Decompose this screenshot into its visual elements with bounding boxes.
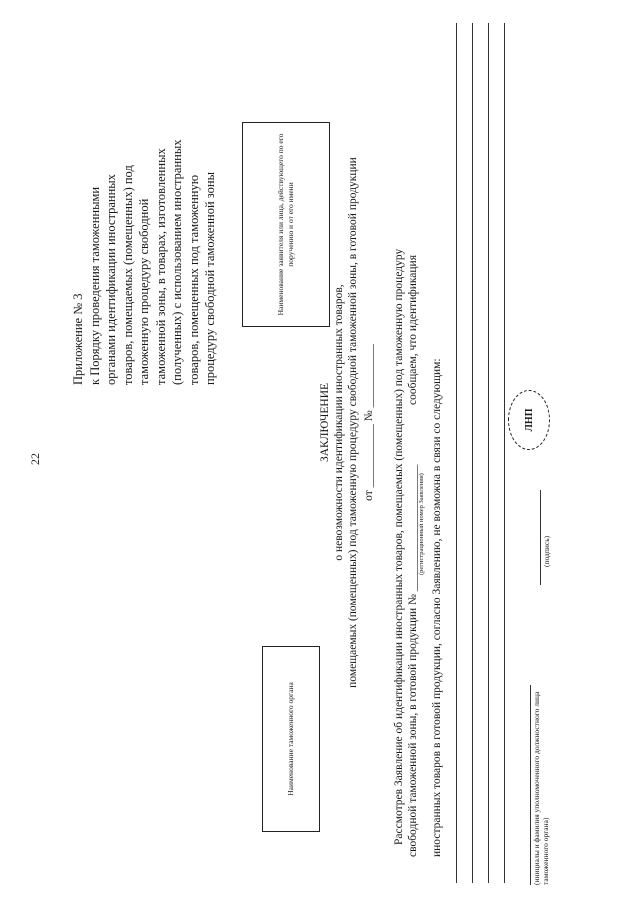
conclusion-subtitle-2: помещаемых (помещенных) под таможенную процедуру свободной таможенной зоны, в готовой продукции bbox=[347, 157, 359, 688]
appendix-header bbox=[70, 85, 219, 385]
page-number: 22 bbox=[28, 453, 42, 465]
stamp-placeholder: ЛНП bbox=[508, 390, 550, 450]
appendix-line: (полученных) с использованием иностранных bbox=[170, 139, 184, 385]
name-line bbox=[530, 685, 531, 885]
customs-authority-box: Наименование таможенного органа bbox=[262, 646, 320, 832]
conclusion-title: ЗАКЛЮЧЕНИЕ bbox=[319, 382, 331, 463]
appendix-title: Приложение № 3 bbox=[71, 293, 85, 385]
registration-number-hint: (регистрационный номер Заявления) bbox=[418, 473, 425, 575]
appendix-line: таможенную процедуру свободной bbox=[137, 198, 151, 385]
appendix-line: процедуру свободной таможенной зоны bbox=[203, 172, 217, 385]
body-line-2: свободной таможенной зоны, в готовой продукции № ______________________ bbox=[407, 464, 419, 857]
fill-line bbox=[456, 23, 457, 883]
appendix-line: к Порядку проведения таможенными bbox=[87, 186, 102, 385]
signature-label: (подпись) bbox=[542, 535, 551, 567]
appendix-line: таможенной зоны, в товарах, изготовленных bbox=[153, 148, 168, 385]
body-line-1: Рассмотрев Заявление об идентификации иностранных товаров, помещаемых (помещенных) под таможенную процедуру bbox=[393, 248, 405, 845]
conclusion-subtitle-1: о невозможности идентификации иностранных товаров, bbox=[333, 284, 345, 561]
signature-line bbox=[540, 490, 541, 585]
body-line-3: иностранных товаров в готовой продукции, согласно Заявлению, не возможна в связи со следующим: bbox=[431, 358, 443, 857]
applicant-name-box: Наименование заявителя или лица, действующего по его поручению и от его имени bbox=[242, 122, 330, 327]
appendix-line: органами идентификации иностранных bbox=[104, 174, 118, 385]
appendix-line: товаров, помещенных под таможенную bbox=[186, 174, 201, 385]
appendix-line: товаров, помещаемых (помещенных) под bbox=[120, 165, 135, 385]
official-name-label: (инициалы и фамилия уполномоченного должностного лица таможенного органа) bbox=[532, 691, 550, 885]
fill-line bbox=[472, 23, 473, 883]
conclusion-date-number: от ___________ № ___________ bbox=[363, 344, 375, 501]
body-line-2-end: сообщаем, что идентификация bbox=[407, 255, 419, 405]
fill-line bbox=[504, 23, 505, 883]
fill-line bbox=[488, 23, 489, 883]
